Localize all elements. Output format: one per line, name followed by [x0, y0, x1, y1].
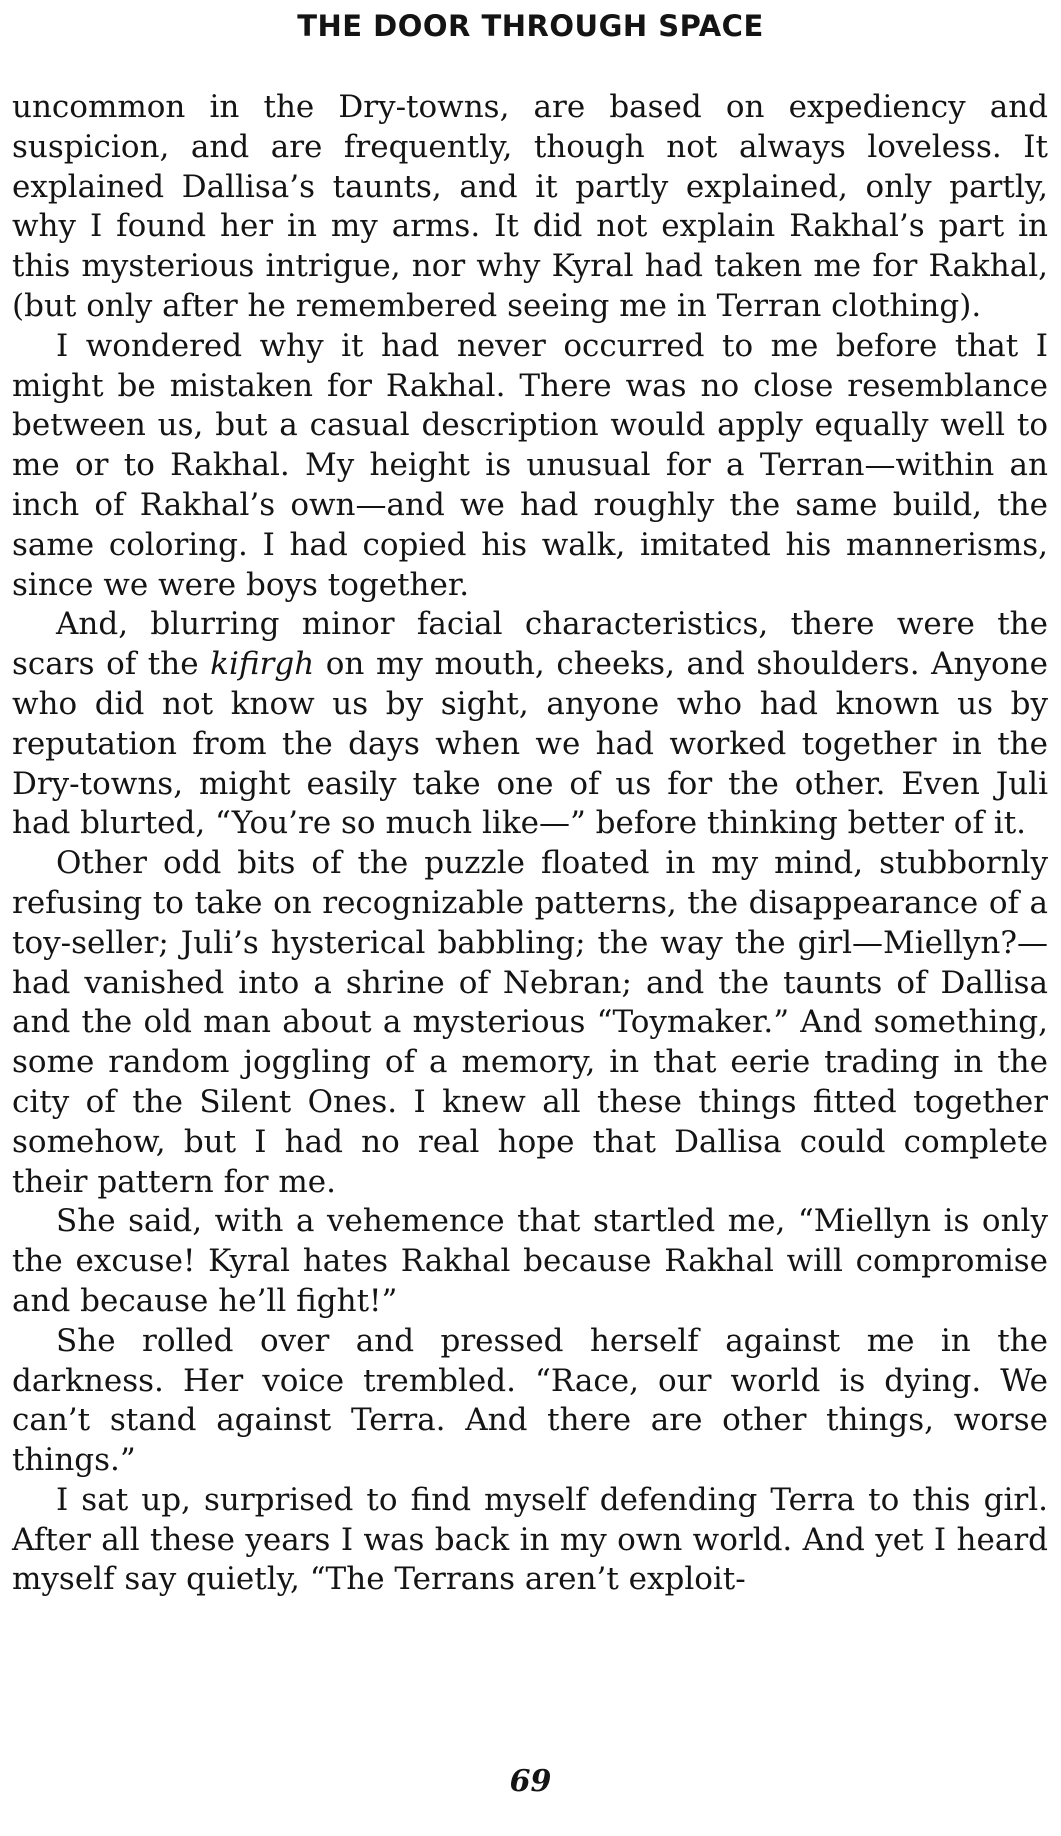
- running-header: THE DOOR THROUGH SPACE: [297, 9, 764, 43]
- paragraph: uncommon in the Dry-towns, are based on expediency and suspicion, and are frequently, though not always loveless. It explained Dallisa’s taunts, and it partly explained, only partly, why I found her in my arms. It did not explain Rakhal’s part in this mysterious intrigue, nor why Kyral had taken me for Rakhal, (but only after he remembered seeing me in Terran clothing).: [12, 89, 1048, 324]
- paragraph: [12, 605, 1048, 844]
- paragraph-text: And, blurring minor facial characteristics, there were the scars of the: [12, 606, 1048, 683]
- paragraph-text: on my mouth, cheeks, and shoulders. Anyone who did not know us by sight, anyone who had known us by reputation from the days when we had worked together in the Dry-towns, might easily take one of us for the other. Even Juli had blurted, “You’re so much like—” before thinking better of it.: [12, 646, 1048, 842]
- page-number: 69: [509, 1764, 552, 1799]
- body-text: [12, 88, 1048, 1600]
- paragraph: She said, with a vehemence that startled me, “Miellyn is only the excuse! Kyral hates Rakhal because Rakhal will compromise and because he’ll fight!”: [12, 1203, 1048, 1319]
- paragraph: I sat up, surprised to find myself defending Terra to this girl. After all these years I was back in my own world. And yet I heard myself say quietly, “The Terrans aren’t exploit-: [12, 1481, 1048, 1598]
- paragraph: She rolled over and pressed herself against me in the darkness. Her voice trembled. “Race, our world is dying. We can’t stand against Terra. And there are other things, worse things.”: [12, 1322, 1048, 1479]
- paragraph: I wondered why it had never occurred to me before that I might be mistaken for Rakhal. There was no close resemblance between us, but a casual description would apply equally well to me or to Rakhal. My height is unusual for a Terran—within an inch of Rakhal’s own—and we had roughly the same build, the same coloring. I had copied his walk, imitated his mannerisms, since we were boys together.: [12, 327, 1048, 603]
- italic-term: kifirgh: [210, 646, 315, 683]
- paragraph: Other odd bits of the puzzle floated in my mind, stubbornly refusing to take on recognizable patterns, the disappearance of a toy-seller; Juli’s hysterical babbling; the way the girl—Miellyn?—had vanished into a shrine of Nebran; and the taunts of Dallisa and the old man about a mysterious “Toymaker.” And something, some random joggling of a memory, in that eerie trading in the city of the Silent Ones. I knew all these things fitted together somehow, but I had no real hope that Dallisa could complete their pattern for me.: [12, 845, 1048, 1200]
